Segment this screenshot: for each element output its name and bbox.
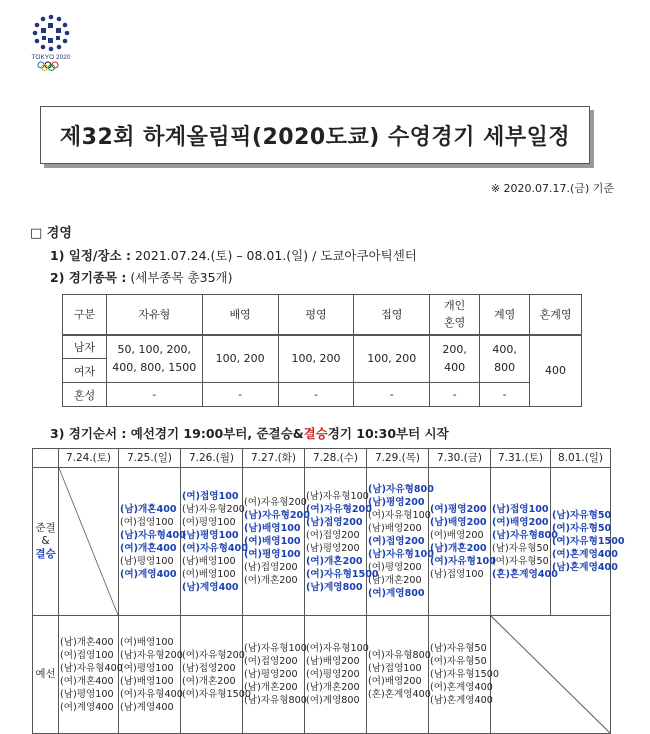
final-event: (남)자유형100 — [368, 549, 434, 560]
header-freestyle: 자유형 — [106, 295, 202, 335]
schedule-label: 1) 일정/장소 : — [50, 248, 131, 263]
final-event: (여)자유형50 — [492, 555, 549, 567]
row-men: 남자 — [63, 335, 107, 359]
page-title: 제32회 하계올림픽(2020도쿄) 수영경기 세부일정 — [59, 124, 571, 150]
finals-day-cell — [491, 468, 558, 616]
final-event: (여)자유형200 — [244, 497, 307, 508]
final-event: (남)자유형50 — [492, 542, 549, 554]
finals-day-cell — [181, 468, 248, 616]
final-event: (여)혼계영400 — [552, 549, 618, 560]
heat-event: (남)자유형100 — [244, 643, 307, 654]
row-mixed: 혼성 — [63, 383, 107, 407]
final-event: (남)자유형50 — [552, 510, 612, 521]
finals-day-cell — [551, 468, 625, 616]
final-event: (남)자유형800 — [368, 484, 434, 495]
header-relay: 계영 — [480, 295, 530, 335]
schedule-line — [50, 246, 417, 264]
order-pre: 예선경기 19:00부터, 준결승& — [130, 426, 304, 441]
events-label: 2) 경기종목 : — [50, 270, 127, 285]
final-event: (남)평영100 — [120, 555, 174, 567]
final-event: (남)배영200 — [368, 523, 422, 534]
final-event: (남)자유형200 — [182, 503, 245, 515]
heat-event: (여)계영400 — [60, 701, 114, 713]
date-header: 7.24.(토) — [59, 449, 119, 468]
heat-event: (남)자유형50 — [430, 643, 487, 654]
heat-event: (여)개혼200 — [182, 675, 236, 687]
final-event: (남)개혼400 — [120, 503, 177, 515]
heats-row — [33, 616, 611, 734]
final-event: (여)접영200 — [368, 536, 425, 547]
finals-label-final: 결승 — [35, 548, 56, 560]
heats-day-cell — [429, 616, 499, 734]
final-event: (여)개혼200 — [306, 555, 363, 567]
header-medley-relay: 혼계영 — [530, 295, 582, 335]
final-event: (남)접영100 — [430, 568, 484, 580]
final-event: (남)개혼200 — [368, 575, 422, 586]
mixed-butterfly: - — [354, 383, 430, 407]
date-header: 7.30.(금) — [429, 449, 491, 468]
heat-event: (여)평영100 — [120, 662, 174, 674]
heat-event: (남)자유형200 — [120, 649, 183, 661]
order-line — [50, 424, 449, 442]
heats-label: 예선 — [33, 616, 59, 734]
heat-event: (남)자유형800 — [244, 695, 307, 706]
heat-event: (남)평영100 — [60, 688, 114, 700]
section-heading: □ 경영 — [30, 226, 72, 241]
date-header: 7.25.(일) — [119, 449, 181, 468]
final-event: (여)자유형100 — [368, 510, 431, 521]
heat-event: (남)자유형1500 — [430, 669, 499, 680]
heat-event: (여)접영100 — [60, 649, 114, 661]
final-event: (여)개혼400 — [120, 542, 177, 554]
header-butterfly: 접영 — [354, 295, 430, 335]
final-event: (여)개혼200 — [244, 575, 298, 586]
events-line — [50, 268, 233, 286]
final-event: (여)배영100 — [244, 536, 301, 547]
date-header: 7.31.(토) — [491, 449, 551, 468]
heat-event: (남)개혼200 — [306, 682, 360, 693]
final-event: (여)접영100 — [120, 516, 174, 528]
svg-text:TOKYO 2020: TOKYO 2020 — [31, 54, 71, 61]
finals-day-cell — [305, 468, 379, 616]
heat-event: (여)자유형1500 — [182, 688, 251, 700]
heat-event: (남)평영200 — [244, 669, 298, 680]
heats-day-cell — [305, 616, 367, 734]
empty-heat-cell — [491, 616, 611, 734]
heat-event: (남)자유형400 — [60, 662, 123, 674]
finals-label-amp: & — [41, 535, 50, 547]
heats-day-cell — [243, 616, 305, 734]
schedule-value: 2021.07.24.(토) – 08.01.(일) / 도쿄아쿠아틱센터 — [134, 248, 417, 263]
final-event: (여)자유형1500 — [306, 568, 379, 580]
relay-events: 400, 800 — [480, 335, 530, 383]
final-event: (혼)혼계영400 — [492, 568, 558, 580]
heat-event: (남)접영200 — [182, 662, 236, 674]
final-event: (남)접영200 — [306, 516, 363, 528]
final-event: (남)접영100 — [492, 503, 549, 515]
date-header: 7.26.(월) — [181, 449, 243, 468]
row-women: 여자 — [63, 359, 107, 383]
heat-event: (여)배영100 — [120, 636, 174, 648]
finals-day-cell — [367, 468, 434, 616]
heat-event: (남)배영100 — [120, 675, 174, 687]
date-header: 7.28.(수) — [305, 449, 367, 468]
final-event: (남)평영100 — [182, 529, 239, 541]
final-event: (여)배영200 — [430, 529, 484, 541]
heat-event: (남)계영400 — [120, 701, 174, 713]
final-event: (여)배영200 — [492, 516, 549, 528]
corner-cell — [33, 449, 59, 468]
final-event: (여)자유형100 — [430, 555, 496, 567]
final-event: (여)계영800 — [368, 588, 425, 599]
events-table — [62, 294, 582, 407]
header-breaststroke: 평영 — [278, 295, 354, 335]
schedule-table — [32, 448, 625, 734]
backstroke-events: 100, 200 — [202, 335, 278, 383]
header-category: 구분 — [63, 295, 107, 335]
final-event: (남)계영800 — [306, 581, 363, 593]
heat-event: (여)개혼400 — [60, 675, 114, 687]
order-post: 경기 10:30부터 시작 — [327, 426, 449, 441]
finals-day-cell — [243, 468, 310, 616]
date-header: 8.01.(일) — [551, 449, 611, 468]
final-event: (남)계영400 — [182, 581, 239, 593]
mixed-breaststroke: - — [278, 383, 354, 407]
tokyo-2020-logo — [26, 12, 76, 70]
as-of-date: ※ 2020.07.17.(금) 기준 — [490, 182, 614, 195]
heat-event: (여)자유형400 — [120, 688, 183, 700]
final-event: (여)평영100 — [244, 549, 301, 560]
final-event: (남)자유형100 — [306, 490, 369, 502]
heat-event: (여)혼계영400 — [430, 682, 493, 693]
final-event: (여)자유형400 — [182, 542, 248, 554]
heat-event: (여)계영800 — [306, 695, 360, 706]
heat-event: (여)배영200 — [368, 675, 422, 687]
heat-event: (여)자유형100 — [306, 643, 369, 654]
heat-event: (남)개혼200 — [244, 682, 298, 693]
heat-event: (남)개혼400 — [60, 636, 114, 648]
final-event: (여)접영100 — [182, 490, 239, 502]
final-event: (여)평영200 — [368, 562, 422, 573]
heats-day-cell — [119, 616, 181, 734]
mixed-freestyle: - — [106, 383, 202, 407]
heat-event: (여)평영200 — [306, 669, 360, 680]
final-event: (남)배영100 — [244, 523, 301, 534]
date-header: 7.27.(화) — [243, 449, 305, 468]
medley-relay-events: 400 — [530, 335, 582, 407]
heat-event: (혼)혼계영400 — [368, 688, 431, 700]
final-event: (남)자유형200 — [244, 510, 310, 521]
heat-event: (남)배영200 — [306, 656, 360, 667]
heat-event: (남)혼계영400 — [430, 695, 493, 706]
heat-event: (여)자유형50 — [430, 656, 487, 667]
final-event: (남)배영200 — [430, 516, 487, 528]
freestyle-events: 50, 100, 200, 400, 800, 1500 — [106, 335, 202, 383]
finals-day-cell — [119, 468, 186, 616]
final-event: (여)자유형1500 — [552, 536, 625, 547]
order-label: 3) 경기순서 : — [50, 426, 127, 441]
empty-final-cell — [59, 468, 119, 616]
final-event: (남)평영200 — [368, 497, 425, 508]
heats-day-cell — [367, 616, 429, 734]
heat-event: (여)접영200 — [244, 656, 298, 667]
heat-event: (여)자유형200 — [182, 649, 245, 661]
final-event: (남)접영200 — [244, 562, 298, 573]
date-header-row — [33, 449, 611, 468]
im-events: 200, 400 — [430, 335, 480, 383]
heat-event: (남)접영100 — [368, 662, 422, 674]
final-event: (여)평영200 — [430, 503, 487, 515]
final-event: (남)혼계영400 — [552, 562, 618, 573]
mixed-im: - — [430, 383, 480, 407]
final-event: (여)접영200 — [306, 529, 360, 541]
finals-label — [33, 468, 59, 616]
final-event: (여)자유형50 — [552, 523, 612, 534]
finals-row — [33, 468, 611, 616]
final-event: (남)평영200 — [306, 542, 360, 554]
tokyo-2020-emblem-icon — [26, 12, 76, 70]
finals-label-semi: 준결 — [35, 522, 56, 534]
order-final-highlight: 결승 — [303, 426, 328, 441]
final-event: (여)배영100 — [182, 568, 236, 580]
header-individual-medley: 개인 혼영 — [430, 295, 480, 335]
header-backstroke: 배영 — [202, 295, 278, 335]
final-event: (남)자유형800 — [492, 529, 558, 541]
events-value: (세부종목 총35개) — [130, 270, 233, 285]
mixed-backstroke: - — [202, 383, 278, 407]
heat-event: (여)자유형800 — [368, 649, 431, 661]
butterfly-events: 100, 200 — [354, 335, 430, 383]
page-title-box — [40, 106, 590, 164]
final-event: (여)평영100 — [182, 516, 236, 528]
date-header: 7.29.(목) — [367, 449, 429, 468]
final-event: (남)자유형400 — [120, 529, 186, 541]
final-event: (남)배영100 — [182, 555, 236, 567]
mixed-relay: - — [480, 383, 530, 407]
final-event: (남)개혼200 — [430, 542, 487, 554]
heats-day-cell — [59, 616, 123, 734]
final-event: (여)계영400 — [120, 568, 177, 580]
heats-day-cell — [181, 616, 251, 734]
finals-day-cell — [429, 468, 496, 616]
final-event: (여)자유형200 — [306, 503, 372, 515]
breaststroke-events: 100, 200 — [278, 335, 354, 383]
